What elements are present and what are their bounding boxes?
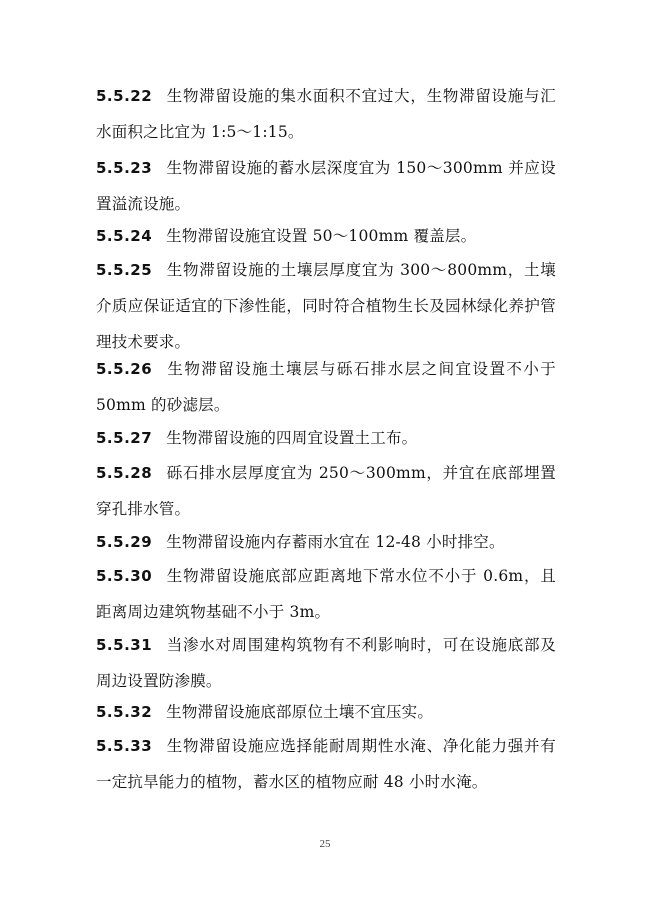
clause-5-5-24 — [96, 218, 556, 254]
clause-5-5-28 — [96, 455, 556, 527]
clause-number: 5.5.25 — [96, 261, 153, 279]
clause-number: 5.5.30 — [96, 567, 153, 585]
clause-5-5-27 — [96, 420, 556, 456]
clause-text: 砾石排水层厚度宜为 250～300mm，并宜在底部埋置穿孔排水管。 — [96, 464, 556, 518]
clause-text: 生物滞留设施宜设置 50～100mm 覆盖层。 — [166, 227, 477, 245]
clause-5-5-23 — [96, 150, 556, 222]
clause-number: 5.5.32 — [96, 703, 153, 721]
clause-text: 生物滞留设施的蓄水层深度宜为 150～300mm 并应设置溢流设施。 — [96, 159, 556, 213]
clause-5-5-25 — [96, 252, 556, 360]
clause-5-5-29 — [96, 524, 556, 560]
clause-number: 5.5.31 — [96, 636, 153, 654]
clause-text: 生物滞留设施的四周宜设置土工布。 — [166, 429, 418, 447]
clause-text: 生物滞留设施土壤层与砾石排水层之间宜设置不小于 50mm 的砂滤层。 — [96, 360, 556, 414]
clause-number: 5.5.28 — [96, 464, 153, 482]
clause-text: 生物滞留设施的集水面积不宜过大，生物滞留设施与汇水面积之比宜为 1:5～1:15。 — [96, 87, 556, 141]
clause-number: 5.5.33 — [96, 737, 153, 755]
clause-number: 5.5.22 — [96, 87, 153, 105]
clause-number: 5.5.26 — [96, 360, 153, 378]
clause-5-5-32 — [96, 694, 556, 730]
clause-number: 5.5.23 — [96, 159, 153, 177]
clause-number: 5.5.27 — [96, 429, 153, 447]
clause-5-5-33 — [96, 728, 556, 800]
clause-text: 当渗水对周围建构筑物有不利影响时，可在设施底部及周边设置防渗膜。 — [96, 636, 556, 690]
clause-5-5-30 — [96, 558, 556, 630]
page-number: 25 — [319, 838, 331, 850]
clause-text: 生物滞留设施应选择能耐周期性水淹、净化能力强并有一定抗旱能力的植物，蓄水区的植物应耐 48 小时水淹。 — [96, 737, 556, 791]
clause-number: 5.5.24 — [96, 227, 153, 245]
clause-5-5-31 — [96, 627, 556, 699]
clause-text: 生物滞留设施底部应距离地下常水位不小于 0.6m，且距离周边建筑物基础不小于 3m。 — [96, 567, 556, 621]
clause-5-5-22 — [96, 78, 556, 150]
clause-text: 生物滞留设施内存蓄雨水宜在 12-48 小时排空。 — [166, 533, 505, 551]
clause-5-5-26 — [96, 351, 556, 423]
clause-text: 生物滞留设施的土壤层厚度宜为 300～800mm，土壤介质应保证适宜的下渗性能，同时符合植物生长及园林绿化养护管理技术要求。 — [96, 261, 556, 351]
clause-number: 5.5.29 — [96, 533, 153, 551]
clause-text: 生物滞留设施底部原位土壤不宜压实。 — [166, 703, 434, 721]
